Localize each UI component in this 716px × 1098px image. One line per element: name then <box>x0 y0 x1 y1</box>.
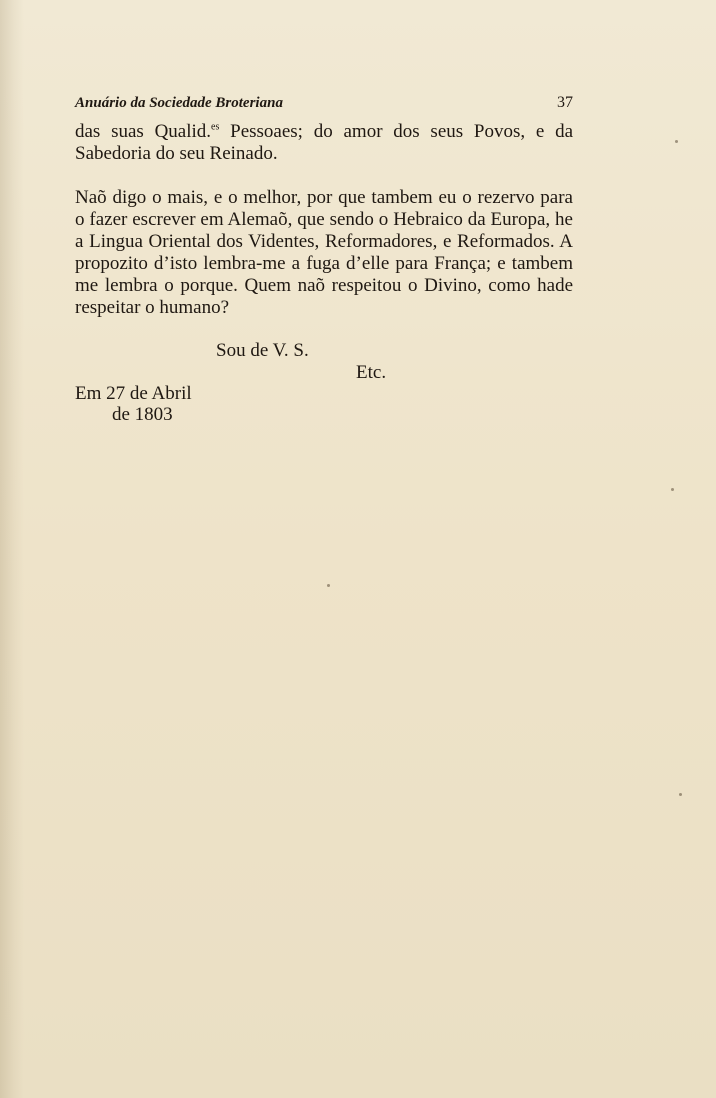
paragraph-2: Naõ digo o mais, e o melhor, por que tambem eu o rezervo para o fazer escrever em Alemaõ, que sendo o Hebraico da Europa, he a Lingua Oriental dos Videntes, Reformadores, e Reformados. A propozito d’isto lembra-me a fuga d’elle para França; e tambem me lembra o porque. Quem naõ respeitou o Divino, como hade respeitar o humano? <box>75 187 573 318</box>
paragraph-1 <box>75 121 573 165</box>
paper-speck <box>327 584 330 587</box>
dateline-line-1: Em 27 de Abril <box>75 383 192 404</box>
running-header <box>75 92 573 114</box>
paper-speck <box>679 793 682 796</box>
closing-etc: Etc. <box>356 362 387 383</box>
abbreviation-superscript: es <box>211 121 220 133</box>
closing-salutation: Sou de V. S. <box>216 340 309 361</box>
paragraph-1-end: Pessoaes; do amor dos seus Povos, e da Sabedoria do seu Reinado. <box>75 121 573 164</box>
journal-title: Anuário da Sociedade Broteriana <box>75 95 283 111</box>
paper-speck <box>671 488 674 491</box>
paragraph-1-start: das suas Qualid. <box>75 121 212 142</box>
paper-speck <box>675 140 678 143</box>
dateline-line-2: de 1803 <box>112 404 173 425</box>
page-number: 37 <box>557 94 573 111</box>
